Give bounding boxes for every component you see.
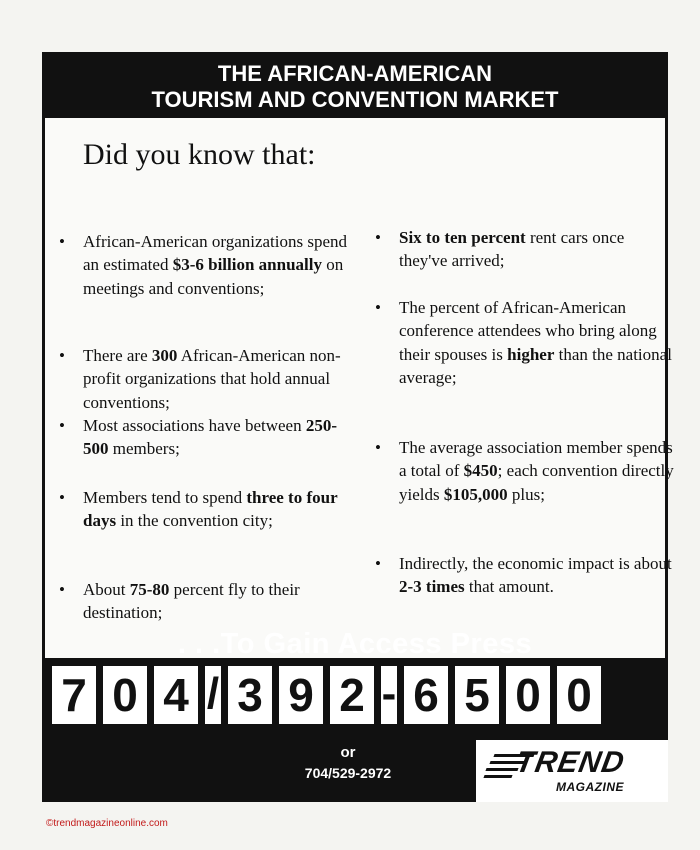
body-text: The average association member spends a total of — [399, 438, 673, 481]
emphasis-text: 75-80 — [129, 580, 170, 599]
bullet-icon: • — [375, 438, 381, 457]
body-text: ; each convention directly yields — [399, 461, 674, 504]
alt-phone: 704/529-2972 — [304, 765, 392, 781]
call-to-action: . . .To Gain Access Press — [177, 628, 533, 660]
phone-digit: 3 — [228, 666, 272, 724]
bullet-icon: • — [375, 228, 381, 247]
phone-digit: 9 — [279, 666, 323, 724]
trend-magazine-logo — [476, 740, 668, 802]
phone-digit: 0 — [557, 666, 601, 724]
body-text: rent cars once they've arrived; — [399, 228, 625, 271]
phone-digit: 0 — [103, 666, 147, 724]
bullet-icon: • — [59, 580, 65, 599]
body-text: About — [83, 580, 130, 599]
phone-digit: 6 — [404, 666, 448, 724]
emphasis-text: 2-3 times — [399, 577, 465, 597]
body-text: African-American organizations spend an estimated — [83, 232, 348, 275]
body-text: percent fly to their destination; — [83, 580, 300, 623]
header-line-2: TOURISM AND CONVENTION MARKET — [151, 87, 559, 112]
intro-heading: Did you know that: — [83, 138, 316, 171]
body-text: Most associations have between — [83, 416, 306, 435]
emphasis-text: higher — [507, 344, 555, 364]
bullet-icon: • — [59, 488, 65, 507]
body-text: members; — [108, 439, 180, 459]
emphasis-text: 250-500 — [83, 416, 338, 459]
bullet-text — [399, 296, 675, 390]
bullet-text — [83, 414, 359, 461]
copyright-text: ©trendmagazineonline.com — [46, 818, 168, 829]
bullet-text — [83, 344, 359, 414]
body-text: on meetings and conventions; — [83, 255, 344, 298]
logo-name: TREND — [513, 746, 628, 779]
phone-separator: / — [205, 666, 221, 724]
body-text: than the national average; — [399, 344, 672, 388]
content-panel — [45, 118, 674, 658]
body-text: in the convention city; — [116, 511, 273, 531]
phone-digit: 2 — [330, 666, 374, 724]
emphasis-text: $450 — [463, 461, 498, 481]
phone-digit: 4 — [154, 666, 198, 724]
bullet-text — [83, 486, 359, 533]
body-text: The percent of African-American conference attendees who bring along their spouses is — [399, 298, 657, 364]
emphasis-text: 300 — [151, 346, 178, 365]
bullet-icon: • — [375, 298, 381, 317]
bullet-text — [399, 436, 675, 506]
body-text: plus; — [507, 484, 545, 504]
phone-digit: 7 — [52, 666, 96, 724]
emphasis-text: $3-6 billion annually — [172, 255, 322, 275]
or-label: or — [340, 744, 356, 761]
body-text: There are — [83, 346, 152, 365]
body-text: Indirectly, the economic impact is about — [399, 554, 672, 573]
advertisement — [42, 52, 674, 802]
emphasis-text: three to four days — [83, 488, 338, 531]
bullet-icon: • — [59, 346, 65, 365]
body-text: that amount. — [464, 577, 554, 597]
body-text: African-American non-profit organizations that hold annual conventions; — [83, 346, 341, 412]
bullet-text — [83, 578, 359, 625]
phone-digit: 5 — [455, 666, 499, 724]
bullet-text — [399, 552, 675, 599]
phone-separator: - — [381, 666, 397, 724]
ad-header — [42, 52, 668, 118]
bullet-icon: • — [59, 232, 65, 251]
emphasis-text: Six to ten percent — [399, 228, 526, 247]
bullet-text — [399, 226, 675, 273]
bullet-icon: • — [59, 416, 65, 435]
bullet-text — [83, 230, 359, 300]
emphasis-text: $105,000 — [443, 484, 508, 504]
phone-number-tiles — [42, 666, 668, 726]
phone-digit: 0 — [506, 666, 550, 724]
body-text: Members tend to spend — [83, 488, 247, 507]
logo-sub: MAGAZINE — [556, 780, 624, 794]
header-line-1: THE AFRICAN-AMERICAN — [217, 61, 493, 86]
bullet-icon: • — [375, 554, 381, 573]
